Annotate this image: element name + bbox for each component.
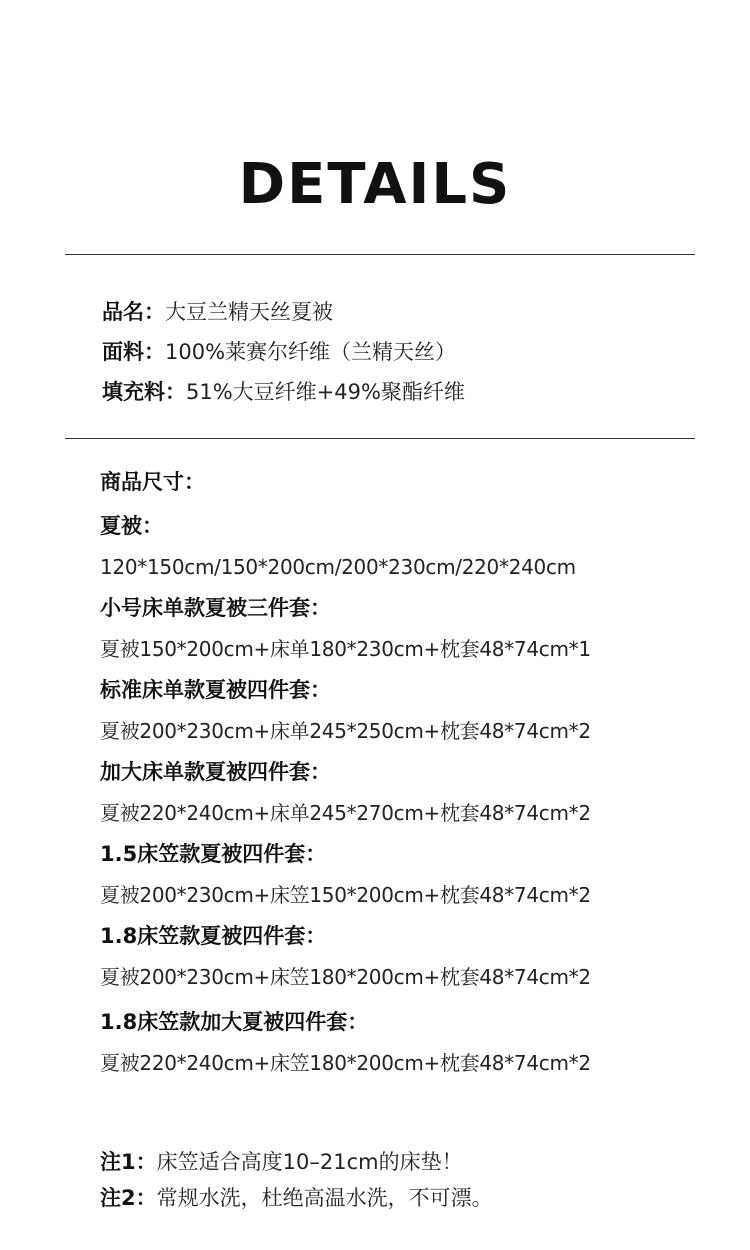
- divider-top: [65, 254, 695, 255]
- info-label: 面料：: [102, 340, 165, 364]
- size-group: [100, 588, 591, 670]
- size-heading: 商品尺寸：: [100, 470, 205, 494]
- size-group-value: 夏被220*240cm+床单245*270cm+枕套48*74cm*2: [100, 801, 591, 825]
- info-label: 品名：: [102, 300, 165, 324]
- notes-section: [100, 1144, 493, 1216]
- size-group-title: 小号床单款夏被三件套：: [100, 596, 331, 620]
- info-row-name: [102, 292, 465, 332]
- note-text: 床笠适合高度10–21cm的床垫！: [156, 1150, 463, 1174]
- size-group: [100, 916, 591, 998]
- info-row-filling: [102, 372, 465, 412]
- size-group-value: 夏被220*240cm+床笠180*200cm+枕套48*74cm*2: [100, 1051, 591, 1075]
- size-group-value: 夏被150*200cm+床单180*230cm+枕套48*74cm*1: [100, 637, 591, 661]
- size-group: [100, 1002, 591, 1084]
- note-label: 注1：: [100, 1150, 157, 1174]
- size-group-value: 夏被200*230cm+床笠150*200cm+枕套48*74cm*2: [100, 883, 591, 907]
- size-group-title: 1.8床笠款加大夏被四件套：: [100, 1010, 369, 1034]
- info-row-fabric: [102, 332, 465, 372]
- note-text: 常规水洗，杜绝高温水洗，不可漂。: [156, 1186, 493, 1210]
- size-group-title: 夏被：: [100, 514, 163, 538]
- size-section: [100, 462, 591, 1084]
- size-group-value: 120*150cm/150*200cm/200*230cm/220*240cm: [100, 555, 576, 579]
- note-2: [100, 1180, 493, 1216]
- note-1: [100, 1144, 493, 1180]
- divider-middle: [65, 438, 695, 439]
- info-label: 填充料：: [102, 380, 186, 404]
- info-value: 大豆兰精天丝夏被: [165, 300, 333, 324]
- size-group-value: 夏被200*230cm+床笠180*200cm+枕套48*74cm*2: [100, 965, 591, 989]
- size-group: [100, 670, 591, 752]
- size-group-title: 1.5床笠款夏被四件套：: [100, 842, 327, 866]
- size-group: [100, 752, 591, 834]
- size-group-title: 标准床单款夏被四件套：: [100, 678, 331, 702]
- info-value: 51%大豆纤维+49%聚酯纤维: [186, 380, 465, 404]
- note-label: 注2：: [100, 1186, 157, 1210]
- product-info: [102, 292, 465, 412]
- size-group: [100, 834, 591, 916]
- size-group: [100, 506, 591, 588]
- page-title: DETAILS: [238, 152, 512, 217]
- size-group-value: 夏被200*230cm+床单245*250cm+枕套48*74cm*2: [100, 719, 591, 743]
- size-group-title: 加大床单款夏被四件套：: [100, 760, 331, 784]
- info-value: 100%莱赛尔纤维（兰精天丝）: [165, 340, 457, 364]
- size-group-title: 1.8床笠款夏被四件套：: [100, 924, 327, 948]
